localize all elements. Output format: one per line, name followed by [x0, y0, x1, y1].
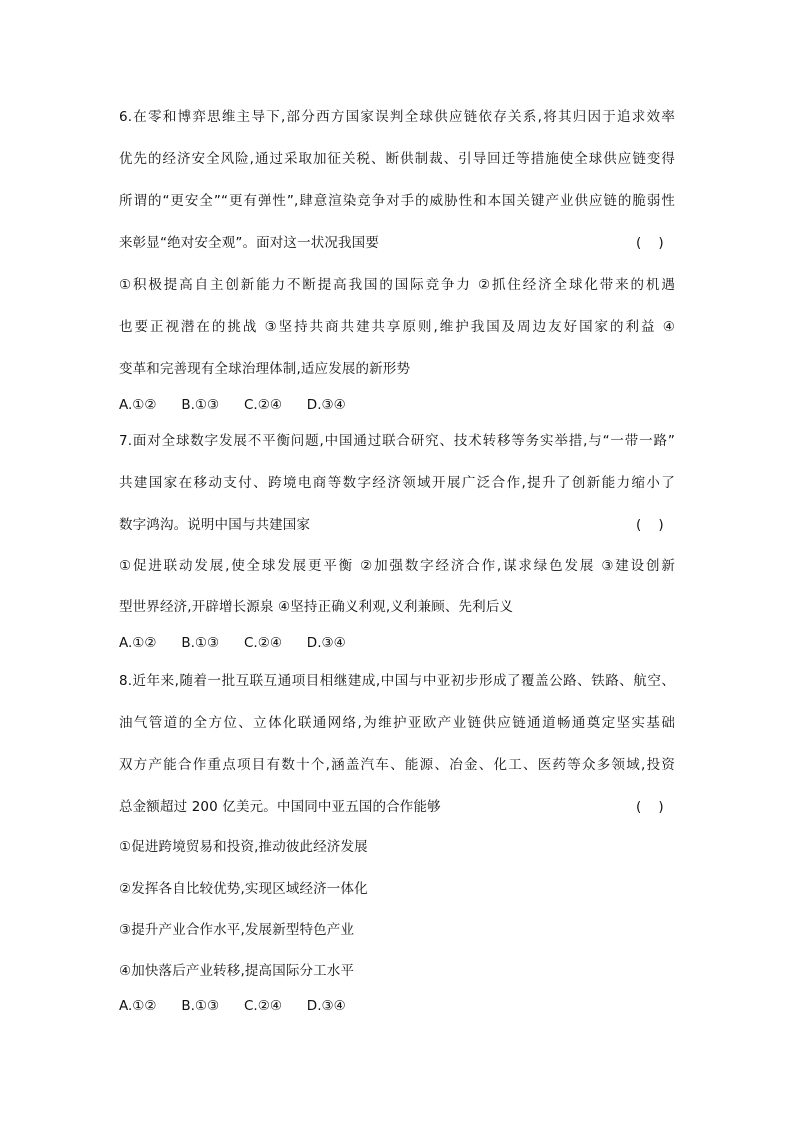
- question-6-statement-line-1: ①积极提高自主创新能力不断提高我国的国际竞争力 ②抓住经济全球化带来的机遇: [119, 277, 675, 293]
- question-7-statement-line-1: ①促进联动发展,使全球发展更平衡 ②加强数字经济合作,谋求绿色发展 ③建设创新: [119, 558, 675, 574]
- question-8-line-2: 油气管道的全方位、立体化联通网络,为维护亚欧产业链供应链通道畅通奠定坚实基础: [119, 715, 675, 731]
- question-8-line-3: 双方产能合作重点项目有数十个,涵盖汽车、能源、冶金、化工、医药等众多领域,投资: [119, 757, 675, 773]
- question-8-statement-4: ④加快落后产业转移,提高国际分工水平: [119, 963, 355, 979]
- question-8-statement-1: ①促进跨境贸易和投资,推动彼此经济发展: [119, 839, 368, 855]
- question-8-options: A.①② B.①③ C.②④ D.③④: [119, 998, 346, 1014]
- question-7-answer-bracket: ( ): [636, 517, 664, 533]
- question-8-statement-3: ③提升产业合作水平,发展新型特色产业: [119, 922, 355, 938]
- question-8-line-4: 总金额超过 200 亿美元。中国同中亚五国的合作能够: [119, 799, 441, 815]
- question-6-statement-line-3: 变革和完善现有全球治理体制,适应发展的新形势: [119, 361, 411, 377]
- question-6-options: A.①② B.①③ C.②④ D.③④: [119, 397, 346, 413]
- question-8-answer-bracket: ( ): [636, 799, 664, 815]
- question-7-line-1: 7.面对全球数字发展不平衡问题,中国通过联合研究、技术转移等务实举措,与“一带一路”: [119, 433, 675, 449]
- question-6-line-2: 优先的经济安全风险,通过采取加征关税、断供制裁、引导回迁等措施使全球供应链变得: [119, 151, 675, 167]
- question-6-statement-line-2: 也要正视潜在的挑战 ③坚持共商共建共享原则,维护我国及周边友好国家的利益 ④: [119, 319, 675, 335]
- question-6-line-1: 6.在零和博弈思维主导下,部分西方国家误判全球供应链依存关系,将其归因于追求效率: [119, 109, 675, 125]
- question-7-line-3: 数字鸿沟。说明中国与共建国家: [119, 517, 311, 533]
- question-7-line-2: 共建国家在移动支付、跨境电商等数字经济领域开展广泛合作,提升了创新能力缩小了: [119, 475, 675, 491]
- question-7-statement-line-2: 型世界经济,开辟增长源泉 ④坚持正确义利观,义利兼顾、先利后义: [119, 599, 514, 615]
- question-6-line-4: 来彰显“绝对安全观”。面对这一状况我国要: [119, 235, 379, 251]
- question-7-options: A.①② B.①③ C.②④ D.③④: [119, 635, 346, 651]
- question-6-line-3: 所谓的“更安全”“更有弹性”,肆意渲染竞争对手的威胁性和本国关键产业供应链的脆弱性: [119, 193, 675, 209]
- question-8-statement-2: ②发挥各自比较优势,实现区域经济一体化: [119, 881, 368, 897]
- question-6-answer-bracket: ( ): [636, 235, 664, 251]
- question-8-line-1: 8.近年来,随着一批互联互通项目相继建成,中国与中亚初步形成了覆盖公路、铁路、航空、: [119, 673, 675, 689]
